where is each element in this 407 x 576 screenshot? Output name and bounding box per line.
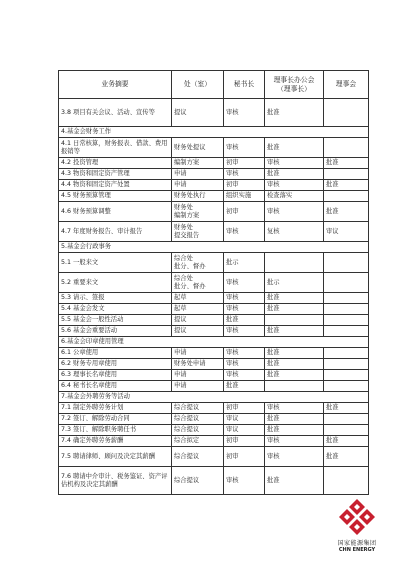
header-cell: 理事长办公会（理事长） <box>265 71 324 99</box>
table-row <box>59 403 369 414</box>
table-row <box>59 425 369 436</box>
table-row <box>59 169 369 180</box>
chairman-office-cell: 审核 <box>265 202 324 222</box>
secretary-general-cell: 初审 <box>224 202 265 222</box>
dept-cell: 申请 <box>172 348 224 359</box>
item-cell: 7.1 制定外聘劳务计划 <box>59 403 172 414</box>
header-cell: 秘书长 <box>224 71 265 99</box>
section-heading: 5.基金会行政事务 <box>59 242 369 253</box>
board-cell <box>324 315 369 326</box>
chairman-office-cell <box>265 253 324 273</box>
section-heading: 7.基金会外聘劳务等活动 <box>59 392 369 403</box>
secretary-general-cell: 初审 <box>224 180 265 191</box>
dept-cell: 提议 <box>172 99 224 127</box>
secretary-general-cell: 审核 <box>224 169 265 180</box>
secretary-general-cell: 组织实施 <box>224 191 265 202</box>
section-heading: 6.基金会印章使用管理 <box>59 337 369 348</box>
secretary-general-cell: 审议 <box>224 414 265 425</box>
secretary-general-cell: 初审 <box>224 158 265 169</box>
secretary-general-cell: 审核 <box>224 304 265 315</box>
dept-cell: 提议 <box>172 315 224 326</box>
secretary-general-cell: 审核 <box>224 370 265 381</box>
chairman-office-cell: 批准 <box>265 326 324 337</box>
board-cell <box>324 370 369 381</box>
chairman-office-cell: 批准 <box>265 359 324 370</box>
table-row <box>59 359 369 370</box>
item-cell: 5.1 一般来文 <box>59 253 172 273</box>
chairman-office-cell: 批准 <box>265 348 324 359</box>
logo-name-english: CHN ENERGY <box>338 547 376 553</box>
chn-energy-logo <box>329 497 385 553</box>
dept-cell: 起草 <box>172 304 224 315</box>
board-cell <box>324 138 369 158</box>
secretary-general-cell: 批示 <box>224 253 265 273</box>
chairman-office-cell: 复核 <box>265 222 324 242</box>
dept-cell: 综合提议 <box>172 467 224 495</box>
item-cell: 7.3 签订、解除职务聘任书 <box>59 425 172 436</box>
dept-cell: 财务处申请 <box>172 359 224 370</box>
item-cell: 3.8 项目有关会议、活动、宣传等 <box>59 99 172 127</box>
board-cell: 批准 <box>324 202 369 222</box>
dept-cell: 综合处 批分、督办 <box>172 273 224 293</box>
board-cell <box>324 253 369 273</box>
chairman-office-cell: 批准 <box>265 99 324 127</box>
section-row <box>59 127 369 138</box>
section-row <box>59 242 369 253</box>
dept-cell: 综合处 批分、督办 <box>172 253 224 273</box>
table-row <box>59 99 369 127</box>
chairman-office-cell: 审核 <box>265 436 324 447</box>
dept-cell: 综合提议 <box>172 414 224 425</box>
dept-cell: 综合提议 <box>172 403 224 414</box>
item-cell: 4.1 日常核算，财务报表、借款、费用报销等 <box>59 138 172 158</box>
approval-authority-table <box>58 70 369 495</box>
table-row <box>59 348 369 359</box>
dept-cell: 申请 <box>172 370 224 381</box>
chairman-office-cell: 批准 <box>265 169 324 180</box>
chairman-office-cell: 审核 <box>265 403 324 414</box>
dept-cell: 综合提议 <box>172 447 224 467</box>
dept-cell: 申请 <box>172 169 224 180</box>
table-row <box>59 158 369 169</box>
board-cell: 审议 <box>324 222 369 242</box>
item-cell: 6.1 公章使用 <box>59 348 172 359</box>
dept-cell: 财务处 编制方案 <box>172 202 224 222</box>
table-body <box>59 99 369 495</box>
table-row <box>59 202 369 222</box>
table-row <box>59 138 369 158</box>
item-cell: 5.5 基金会一般性活动 <box>59 315 172 326</box>
secretary-general-cell: 批准 <box>224 315 265 326</box>
header-cell: 处（室） <box>172 71 224 99</box>
board-cell <box>324 99 369 127</box>
section-row <box>59 337 369 348</box>
section-heading: 4.基金会财务工作 <box>59 127 369 138</box>
item-cell: 4.5 财务预算管理 <box>59 191 172 202</box>
item-cell: 7.6 聘请中介审计、税务鉴证、资产评估机构及决定其薪酬 <box>59 467 172 495</box>
item-cell: 4.6 财务预算调整 <box>59 202 172 222</box>
item-cell: 5.3 请示、签报 <box>59 293 172 304</box>
chairman-office-cell: 检查落实 <box>265 191 324 202</box>
table-row <box>59 222 369 242</box>
item-cell: 6.3 理事长名章使用 <box>59 370 172 381</box>
dept-cell: 申请 <box>172 381 224 392</box>
board-cell: 批准 <box>324 436 369 447</box>
board-cell <box>324 414 369 425</box>
chairman-office-cell <box>265 381 324 392</box>
chairman-office-cell: 批准 <box>265 425 324 436</box>
dept-cell: 财务处 提交报告 <box>172 222 224 242</box>
item-cell: 5.4 基金会发文 <box>59 304 172 315</box>
secretary-general-cell: 审核 <box>224 222 265 242</box>
item-cell: 6.4 秘书长名章使用 <box>59 381 172 392</box>
board-cell <box>324 169 369 180</box>
chairman-office-cell: 审核 <box>265 180 324 191</box>
secretary-general-cell: 审核 <box>224 467 265 495</box>
dept-cell: 编制方案 <box>172 158 224 169</box>
header-cell: 理事会 <box>324 71 369 99</box>
board-cell <box>324 467 369 495</box>
item-cell: 7.5 聘请律师、顾问及决定其薪酬 <box>59 447 172 467</box>
dept-cell: 财务处提议 <box>172 138 224 158</box>
board-cell: 批准 <box>324 158 369 169</box>
table-row <box>59 315 369 326</box>
table-row <box>59 304 369 315</box>
chairman-office-cell <box>265 315 324 326</box>
chairman-office-cell: 批准 <box>265 467 324 495</box>
board-cell: 批准 <box>324 447 369 467</box>
chairman-office-cell: 审核 <box>265 447 324 467</box>
dept-cell: 综合拟定 <box>172 436 224 447</box>
item-cell: 4.3 物资和固定资产管理 <box>59 169 172 180</box>
table-row <box>59 447 369 467</box>
chairman-office-cell: 批准 <box>265 370 324 381</box>
board-cell <box>324 304 369 315</box>
logo-emblem-icon <box>335 497 379 537</box>
item-cell: 5.6 基金会重要活动 <box>59 326 172 337</box>
secretary-general-cell: 审核 <box>224 99 265 127</box>
table-row <box>59 253 369 273</box>
item-cell: 6.2 财务专用章使用 <box>59 359 172 370</box>
secretary-general-cell: 初审 <box>224 436 265 447</box>
secretary-general-cell: 审核 <box>224 348 265 359</box>
table-row <box>59 370 369 381</box>
item-cell: 4.7 年度财务报告、审计报告 <box>59 222 172 242</box>
chairman-office-cell: 批准 <box>265 304 324 315</box>
board-cell: 批准 <box>324 403 369 414</box>
secretary-general-cell: 审核 <box>224 138 265 158</box>
dept-cell: 起草 <box>172 293 224 304</box>
chairman-office-cell: 批准 <box>265 293 324 304</box>
table-row <box>59 436 369 447</box>
secretary-general-cell: 批准 <box>224 381 265 392</box>
table-row <box>59 381 369 392</box>
item-cell: 4.4 物资和固定资产处置 <box>59 180 172 191</box>
secretary-general-cell: 审核 <box>224 359 265 370</box>
item-cell: 7.2 签订、解除劳动合同 <box>59 414 172 425</box>
table-row <box>59 273 369 293</box>
dept-cell: 财务处执行 <box>172 191 224 202</box>
board-cell <box>324 273 369 293</box>
board-cell <box>324 348 369 359</box>
item-cell: 7.4 确定外聘劳务薪酬 <box>59 436 172 447</box>
header-cell: 业务摘要 <box>59 71 172 99</box>
board-cell <box>324 381 369 392</box>
board-cell <box>324 359 369 370</box>
table-row <box>59 180 369 191</box>
item-cell: 4.2 投资管理 <box>59 158 172 169</box>
dept-cell: 提议 <box>172 326 224 337</box>
dept-cell: 综合提议 <box>172 425 224 436</box>
chairman-office-cell: 审核 <box>265 158 324 169</box>
chairman-office-cell: 批准 <box>265 414 324 425</box>
item-cell: 5.2 重要来文 <box>59 273 172 293</box>
secretary-general-cell: 审核 <box>224 326 265 337</box>
table-row <box>59 467 369 495</box>
table-row <box>59 293 369 304</box>
table-row <box>59 414 369 425</box>
board-cell <box>324 293 369 304</box>
secretary-general-cell: 审核 <box>224 273 265 293</box>
board-cell <box>324 191 369 202</box>
secretary-general-cell: 审议 <box>224 425 265 436</box>
chairman-office-cell: 批示 <box>265 273 324 293</box>
board-cell <box>324 425 369 436</box>
dept-cell: 申请 <box>172 180 224 191</box>
section-row <box>59 392 369 403</box>
table-row <box>59 191 369 202</box>
board-cell <box>324 326 369 337</box>
secretary-general-cell: 初审 <box>224 447 265 467</box>
table-row <box>59 326 369 337</box>
logo-name-chinese: 国家能源集团 <box>337 540 377 547</box>
chairman-office-cell: 批准 <box>265 138 324 158</box>
secretary-general-cell: 初审 <box>224 403 265 414</box>
board-cell: 批准 <box>324 180 369 191</box>
secretary-general-cell: 审核 <box>224 293 265 304</box>
table-header-row <box>59 71 369 99</box>
